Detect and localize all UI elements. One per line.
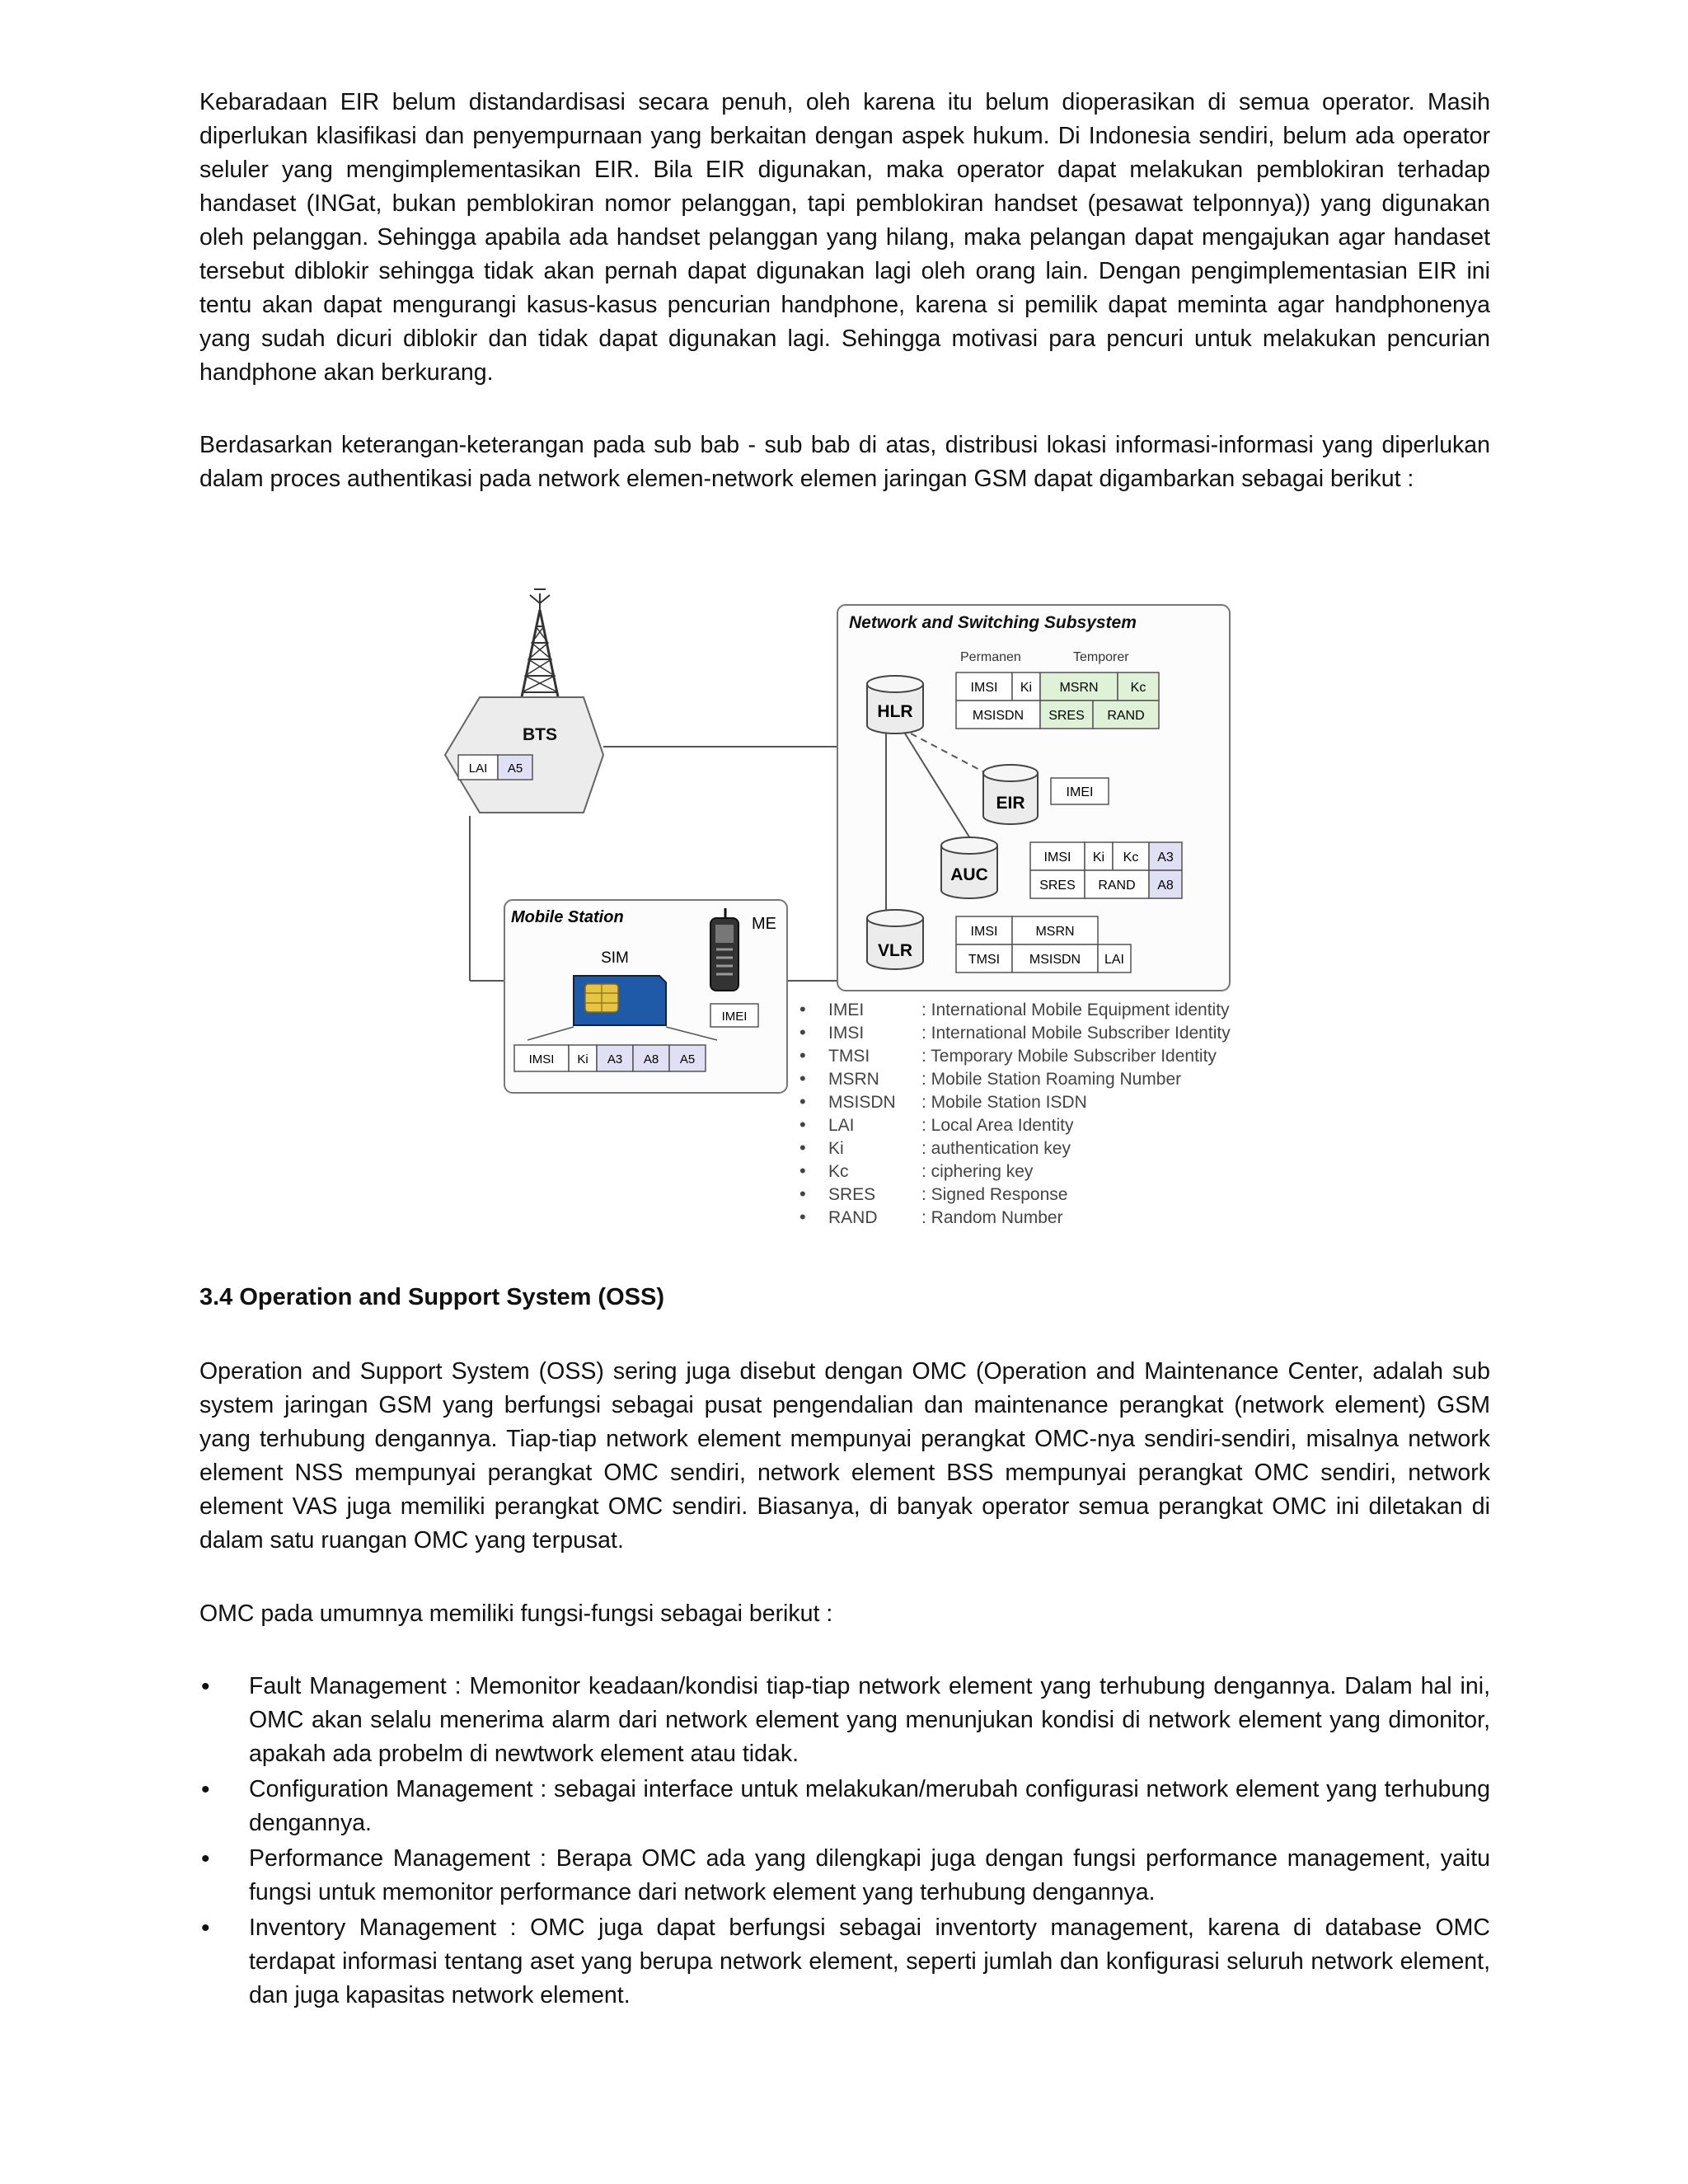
me-cell-imei: IMEI — [721, 1010, 748, 1024]
vlr-cell-tmsi: TMSI — [968, 953, 1001, 967]
database-icon — [867, 676, 923, 692]
bts-cell-lai: LAI — [468, 762, 488, 776]
mobile-phone-icon — [710, 908, 738, 991]
legend-desc: : Mobile Station Roaming Number — [921, 1070, 1182, 1089]
sim-cell-ki: Ki — [577, 1052, 588, 1066]
vlr-cell-msrn: MSRN — [1035, 925, 1075, 939]
mobile-station-title: Mobile Station — [511, 908, 624, 926]
auc-cell-sres: SRES — [1039, 879, 1076, 893]
nss-title: Network and Switching Subsystem — [849, 613, 1137, 632]
svg-text:•: • — [799, 999, 806, 1019]
hlr-cell-sres: SRES — [1048, 709, 1085, 723]
sim-label: SIM — [601, 949, 629, 967]
auc-cell-a8: A8 — [1157, 879, 1174, 893]
legend-desc: : Temporary Mobile Subscriber Identity — [921, 1047, 1217, 1066]
sim-cell-imsi: IMSI — [528, 1052, 555, 1066]
legend-desc: : International Mobile Subscriber Identity — [921, 1024, 1231, 1043]
svg-text:•: • — [799, 1207, 806, 1227]
hlr-node — [867, 673, 1159, 733]
eir-label: EIR — [996, 794, 1025, 813]
abbreviation-legend — [799, 999, 1231, 1227]
paragraph-distribution-intro: Berdasarkan keterangan-keterangan pada sub bab - sub bab di atas, distribusi lokasi informasi-informasi yang diperlukan dalam proces authentikasi pada network elemen-network elemen jaringan GSM dapat digambarkan sebagai berikut : — [199, 432, 1490, 492]
auc-cell-ki: Ki — [1092, 851, 1105, 865]
legend-abbr: RAND — [828, 1208, 878, 1227]
legend-desc: : International Mobile Equipment identity — [921, 1001, 1230, 1019]
paragraph-eir: Kebaradaan EIR belum distandardisasi secara penuh, oleh karena itu belum dioperasikan di semua operator. Masih diperlukan klasifikasi dan penyempurnaan yang berkaitan dengan aspek hukum. Di Indonesia sendiri, belum ada operator seluler yang mengimplementasikan EIR. Bila EIR digunakan, maka operator dapat melakukan pemblokiran terhadap handaset (INGat, bukan pemblokiran nomor pelanggan, tapi pemblokiran handset (pesawat telponnya)) yang digunakan oleh pelanggan. Sehingga apabila ada handset pelanggan yang hilang, maka pelangan dapat mengajukan agar handaset tersebut diblokir sehingga tidak akan pernah dapat digunakan lagi oleh orang lain. Dengan pengimplementasian EIR ini tentu akan dapat mengurangi kasus-kasus pencurian handphone, karena si pemilik dapat meminta agar handphonenya yang sudah dicuri diblokir dan tidak dapat digunakan lagi. Sehingga motivasi para pencuri untuk melakukan pencurian handphone akan berkurang. — [199, 89, 1490, 386]
database-icon — [867, 910, 923, 926]
list-item-text: Inventory Management : OMC juga dapat berfungsi sebagai inventorty management, karena di database OMC terdapat informasi tentang aset yang berupa network element, seperti jumlah dan konfigurasi seluruh network element, dan juga kapasitas network element. — [249, 1915, 1490, 2008]
bullet-icon: • — [201, 1915, 210, 1942]
list-item — [199, 1773, 1490, 1840]
auc-cell-a3: A3 — [1157, 851, 1174, 865]
bullet-icon: • — [201, 1845, 210, 1872]
auc-cell-imsi: IMSI — [1043, 851, 1071, 865]
vlr-cell-imsi: IMSI — [970, 925, 998, 939]
list-item — [199, 1670, 1490, 1771]
bts-node — [445, 589, 603, 813]
hlr-cell-msisdn: MSISDN — [972, 709, 1025, 723]
legend-abbr: IMEI — [828, 1001, 865, 1019]
vlr-node — [867, 910, 1131, 972]
auc-label: AUC — [950, 865, 988, 884]
svg-text:•: • — [799, 1114, 806, 1135]
legend-desc: : Random Number — [921, 1208, 1063, 1227]
legend-abbr: Ki — [828, 1139, 844, 1158]
eir-cell-imei: IMEI — [1066, 785, 1094, 799]
hlr-label: HLR — [877, 702, 913, 721]
legend-abbr: Kc — [828, 1162, 849, 1181]
legend-abbr: MSRN — [828, 1070, 879, 1089]
vlr-label: VLR — [878, 941, 912, 960]
vlr-cell-msisdn: MSISDN — [1029, 953, 1081, 967]
gsm-authentication-diagram — [412, 577, 1286, 1236]
legend-desc: : Signed Response — [921, 1185, 1068, 1204]
bullet-icon: • — [201, 1776, 210, 1803]
sim-cell-a3: A3 — [607, 1052, 623, 1066]
auc-node — [941, 837, 1182, 898]
hlr-cell-imsi: IMSI — [970, 681, 998, 695]
svg-text:•: • — [799, 1183, 806, 1204]
auc-cell-rand: RAND — [1098, 879, 1136, 893]
legend-abbr: MSISDN — [828, 1093, 896, 1112]
sim-card-icon — [574, 976, 666, 1025]
legend-abbr: LAI — [828, 1116, 855, 1135]
bts-label: BTS — [523, 725, 557, 744]
legend-abbr: SRES — [828, 1185, 876, 1204]
svg-text:•: • — [799, 1091, 806, 1112]
legend-abbr: TMSI — [828, 1047, 870, 1066]
hlr-cell-kc: Kc — [1130, 681, 1146, 695]
sim-cell-a8: A8 — [643, 1052, 659, 1066]
legend-desc: : ciphering key — [921, 1162, 1034, 1181]
svg-text:•: • — [799, 1068, 806, 1089]
database-icon — [983, 765, 1038, 781]
tower-icon — [519, 610, 560, 709]
hlr-cell-ki: Ki — [1020, 681, 1033, 695]
list-item — [199, 1911, 1490, 2013]
legend-desc: : Local Area Identity — [921, 1116, 1074, 1135]
legend-abbr: IMSI — [828, 1024, 865, 1043]
list-item-text: Fault Management : Memonitor keadaan/kondisi tiap-tiap network element yang terhubung dengannya. Dalam hal ini, OMC akan selalu menerima alarm dari network element yang menunjukan kondisi di network element yang dimonitor, apakah ada probelm di newtwork element atau tidak. — [249, 1673, 1490, 1767]
permanent-label: Permanen — [960, 650, 1021, 664]
list-item — [199, 1842, 1490, 1910]
database-icon — [941, 837, 997, 854]
svg-text:•: • — [799, 1137, 806, 1158]
omc-function-list — [199, 1670, 1490, 2014]
temporary-label: Temporer — [1073, 650, 1129, 664]
hlr-cell-msrn: MSRN — [1059, 681, 1099, 695]
list-item-text: Configuration Management : sebagai interface untuk melakukan/merubah configurasi network element yang terhubung dengannya. — [249, 1776, 1490, 1836]
bts-cell-a5: A5 — [507, 762, 523, 776]
auc-cell-kc: Kc — [1123, 851, 1139, 865]
svg-text:•: • — [799, 1045, 806, 1066]
list-item-text: Performance Management : Berapa OMC ada yang dilengkapi juga dengan fungsi performance management, yaitu fungsi untuk memonitor performance dari network element yang terhubung dengannya. — [249, 1845, 1490, 1905]
bullet-icon: • — [201, 1673, 210, 1700]
sim-cell-a5: A5 — [679, 1052, 696, 1066]
paragraph-omc-functions-intro: OMC pada umumnya memiliki fungsi-fungsi sebagai berikut : — [199, 1601, 833, 1627]
legend-desc: : authentication key — [921, 1139, 1071, 1158]
mobile-station-node — [504, 900, 787, 1093]
legend-desc: : Mobile Station ISDN — [921, 1093, 1087, 1112]
section-heading: 3.4 Operation and Support System (OSS) — [199, 1284, 664, 1310]
svg-text:•: • — [799, 1022, 806, 1043]
vlr-cell-lai: LAI — [1104, 953, 1125, 967]
hlr-cell-rand: RAND — [1107, 709, 1145, 723]
me-label: ME — [752, 915, 776, 933]
svg-text:•: • — [799, 1160, 806, 1181]
paragraph-oss: Operation and Support System (OSS) sering juga disebut dengan OMC (Operation and Maintenance Center, adalah sub system jaringan GSM yang berfungsi sebagai pusat pengendalian dan maintenance perangkat (network element) GSM yang terhubung dengannya. Tiap-tiap network element mempunyai perangkat OMC-nya sendiri-sendiri, misalnya network element NSS mempunyai perangkat OMC sendiri, network element BSS mempunyai perangkat OMC sendiri, network element VAS juga memiliki perangkat OMC sendiri. Biasanya, di banyak operator semua perangkat OMC ini diletakan di dalam satu ruangan OMC yang terpusat. — [199, 1358, 1490, 1554]
